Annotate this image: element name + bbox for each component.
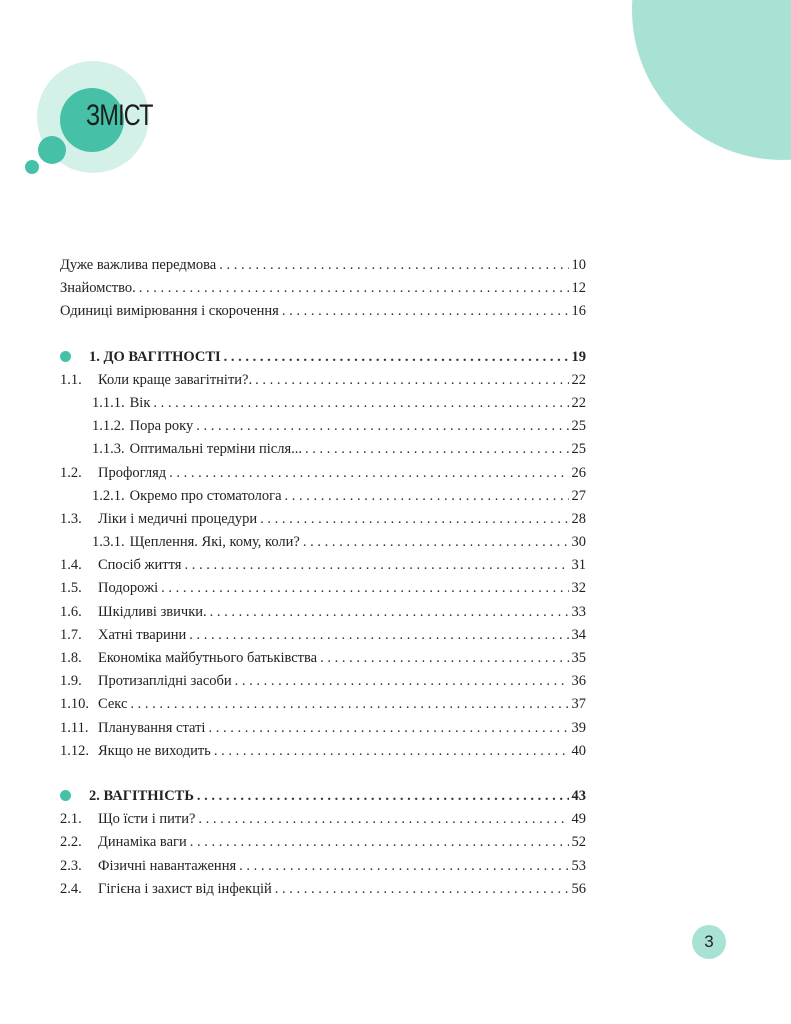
toc-entry-number: 1.8. bbox=[60, 650, 82, 666]
toc-entry-number: 1.2. bbox=[60, 464, 82, 481]
toc-entry-page: 31 bbox=[571, 557, 586, 574]
section-gap bbox=[60, 327, 586, 349]
toc-entry-intro-3[interactable] bbox=[60, 303, 586, 326]
toc-entry-page: 28 bbox=[571, 510, 586, 527]
leader-dots bbox=[219, 257, 568, 274]
toc-entry-page: 22 bbox=[571, 394, 586, 411]
toc-entry-number: 1.1.3. bbox=[92, 441, 125, 458]
leader-dots bbox=[235, 673, 569, 690]
leader-dots bbox=[320, 650, 568, 667]
toc-entry-label: Оптимальні терміни після... bbox=[129, 441, 303, 458]
chapter-marker bbox=[60, 789, 89, 800]
toc-entry-label: Коли краще завагітніти?. bbox=[98, 371, 253, 388]
toc-entry[interactable] bbox=[60, 395, 586, 418]
toc-entry-label: Планування статі bbox=[98, 719, 206, 736]
toc-entry-intro-1[interactable] bbox=[60, 257, 586, 280]
title-bubble-tiny bbox=[25, 160, 39, 174]
page-number-badge: 3 bbox=[692, 925, 726, 959]
leader-dots bbox=[285, 488, 569, 505]
chapter-marker bbox=[60, 350, 89, 361]
toc-entry[interactable] bbox=[60, 511, 586, 534]
toc-entry-number: 2.1. bbox=[60, 811, 82, 828]
toc-entry[interactable] bbox=[60, 534, 586, 557]
leader-dots bbox=[275, 881, 569, 898]
leader-dots bbox=[169, 465, 568, 482]
toc-entry-number: 1.9. bbox=[60, 673, 82, 690]
page-title: ЗМІСТ bbox=[86, 99, 153, 132]
leader-dots bbox=[282, 303, 569, 320]
leader-dots bbox=[214, 743, 569, 760]
leader-dots bbox=[260, 511, 568, 528]
leader-dots bbox=[239, 858, 568, 875]
leader-dots bbox=[197, 788, 569, 805]
toc-entry-page: 10 bbox=[571, 257, 586, 273]
toc-entry-label: Секс bbox=[98, 696, 128, 713]
leader-dots bbox=[255, 372, 568, 389]
toc-entry-page: 12 bbox=[571, 280, 586, 297]
toc-entry-label: Спосіб життя bbox=[98, 557, 182, 574]
toc-entry[interactable] bbox=[60, 650, 586, 673]
corner-decoration bbox=[632, 0, 791, 160]
toc-entry-label: Хатні тварини bbox=[98, 626, 187, 643]
leader-dots bbox=[210, 604, 569, 621]
toc-entry-number: 2.3. bbox=[60, 857, 82, 874]
leader-dots bbox=[303, 534, 569, 551]
toc-entry-label: Щеплення. Які, кому, коли? bbox=[129, 534, 300, 551]
toc-entry[interactable] bbox=[60, 696, 586, 719]
toc-entry-number: 1.1. bbox=[60, 371, 82, 388]
toc-entry-page: 36 bbox=[571, 673, 586, 690]
leader-dots bbox=[196, 418, 568, 435]
toc-entry[interactable] bbox=[60, 627, 586, 650]
table-of-contents bbox=[60, 257, 586, 904]
chapter-heading: 1. ДО ВАГІТНОСТІ bbox=[89, 348, 221, 365]
toc-entry-page: 39 bbox=[571, 719, 586, 736]
toc-entry-label: Одиниці вимірювання і скорочення bbox=[60, 303, 279, 320]
toc-entry-number: 1.5. bbox=[60, 580, 82, 597]
toc-entry-label: Пора року bbox=[129, 418, 194, 435]
toc-entry-number: 1.6. bbox=[60, 603, 82, 620]
leader-dots bbox=[153, 395, 568, 412]
toc-entry[interactable] bbox=[60, 604, 586, 627]
leader-dots bbox=[305, 441, 568, 458]
toc-chapter-2[interactable] bbox=[60, 788, 586, 811]
toc-entry-number: 1.1.1. bbox=[92, 394, 125, 411]
toc-entry-label: Що їсти і пити? bbox=[98, 811, 196, 828]
toc-entry-page: 26 bbox=[571, 464, 586, 481]
toc-entry[interactable] bbox=[60, 465, 586, 488]
toc-entry-label: Профогляд bbox=[98, 464, 167, 481]
toc-entry[interactable] bbox=[60, 858, 586, 881]
toc-entry-label: Фізичні навантаження bbox=[98, 857, 237, 874]
leader-dots bbox=[139, 280, 569, 297]
toc-entry-number: 1.11. bbox=[60, 719, 89, 736]
toc-entry-label: Дуже важлива передмова bbox=[60, 257, 217, 273]
leader-dots bbox=[198, 811, 568, 828]
toc-entry-label: Ліки і медичні процедури bbox=[98, 510, 258, 527]
toc-entry[interactable] bbox=[60, 673, 586, 696]
toc-entry-number: 2.2. bbox=[60, 834, 82, 851]
leader-dots bbox=[190, 834, 569, 851]
toc-entry[interactable] bbox=[60, 811, 586, 834]
toc-entry-label: Шкідливі звички. bbox=[98, 603, 207, 620]
toc-entry[interactable] bbox=[60, 488, 586, 511]
toc-entry-label: Протизаплідні засоби bbox=[98, 673, 232, 690]
toc-entry-page: 35 bbox=[571, 650, 586, 666]
toc-entry-label: Окремо про стоматолога bbox=[129, 487, 282, 504]
leader-dots bbox=[224, 349, 569, 366]
toc-entry-number: 1.4. bbox=[60, 557, 82, 574]
toc-entry-page: 56 bbox=[571, 880, 586, 897]
chapter-page: 19 bbox=[571, 348, 586, 365]
toc-entry-label: Гігієна і захист від інфекцій bbox=[98, 880, 272, 897]
leader-dots bbox=[161, 580, 568, 597]
toc-entry-intro-2[interactable] bbox=[60, 280, 586, 303]
toc-entry-page: 27 bbox=[571, 487, 586, 504]
toc-chapter-1[interactable] bbox=[60, 349, 586, 372]
toc-entry[interactable] bbox=[60, 743, 586, 766]
toc-entry[interactable] bbox=[60, 580, 586, 603]
toc-entry-number: 2.4. bbox=[60, 880, 82, 897]
toc-entry-label: Якщо не виходить bbox=[98, 742, 211, 759]
bullet-dot-icon bbox=[60, 790, 71, 801]
toc-entry-number: 1.1.2. bbox=[92, 418, 125, 435]
chapter-2-entries bbox=[60, 811, 586, 904]
toc-entry-page: 40 bbox=[571, 742, 586, 759]
toc-entry-label: Вік bbox=[129, 394, 151, 411]
toc-entry-page: 53 bbox=[571, 857, 586, 874]
toc-entry-page: 16 bbox=[571, 303, 586, 320]
toc-entry[interactable] bbox=[60, 557, 586, 580]
leader-dots bbox=[208, 720, 568, 737]
toc-entry-page: 25 bbox=[571, 441, 586, 458]
toc-entry[interactable] bbox=[60, 881, 586, 904]
chapter-heading: 2. ВАГІТНІСТЬ bbox=[89, 787, 194, 804]
toc-entry-number: 1.3. bbox=[60, 510, 82, 527]
toc-entry[interactable] bbox=[60, 372, 586, 395]
chapter-page: 43 bbox=[571, 787, 586, 804]
toc-entry-number: 1.3.1. bbox=[92, 534, 125, 551]
toc-entry-page: 52 bbox=[571, 834, 586, 851]
toc-entry-number: 1.7. bbox=[60, 626, 82, 643]
toc-entry-page: 30 bbox=[571, 534, 586, 551]
toc-entry-page: 32 bbox=[571, 580, 586, 597]
toc-entry-number: 1.12. bbox=[60, 742, 89, 759]
toc-entry-number: 1.10. bbox=[60, 696, 89, 713]
toc-entry-page: 34 bbox=[571, 626, 586, 643]
toc-entry-label: Подорожі bbox=[98, 580, 159, 597]
leader-dots bbox=[130, 696, 568, 713]
toc-entry-page: 22 bbox=[571, 371, 586, 388]
toc-entry[interactable] bbox=[60, 834, 586, 857]
title-bubble-small bbox=[38, 136, 66, 164]
toc-entry-label: Динаміка ваги bbox=[98, 834, 187, 851]
toc-entry-label: Економіка майбутнього батьківства bbox=[98, 650, 318, 666]
leader-dots bbox=[184, 557, 568, 574]
bullet-dot-icon bbox=[60, 351, 71, 362]
toc-entry[interactable] bbox=[60, 441, 586, 464]
section-gap bbox=[60, 766, 586, 788]
leader-dots bbox=[189, 627, 568, 644]
toc-entry[interactable] bbox=[60, 418, 586, 441]
toc-entry-page: 25 bbox=[571, 418, 586, 435]
toc-entry-page: 33 bbox=[571, 603, 586, 620]
toc-entry[interactable] bbox=[60, 720, 586, 743]
toc-entry-label: Знайомство. bbox=[60, 280, 136, 297]
chapter-1-entries bbox=[60, 372, 586, 766]
toc-entry-page: 49 bbox=[571, 811, 586, 828]
toc-entry-number: 1.2.1. bbox=[92, 487, 125, 504]
toc-entry-page: 37 bbox=[571, 696, 586, 713]
